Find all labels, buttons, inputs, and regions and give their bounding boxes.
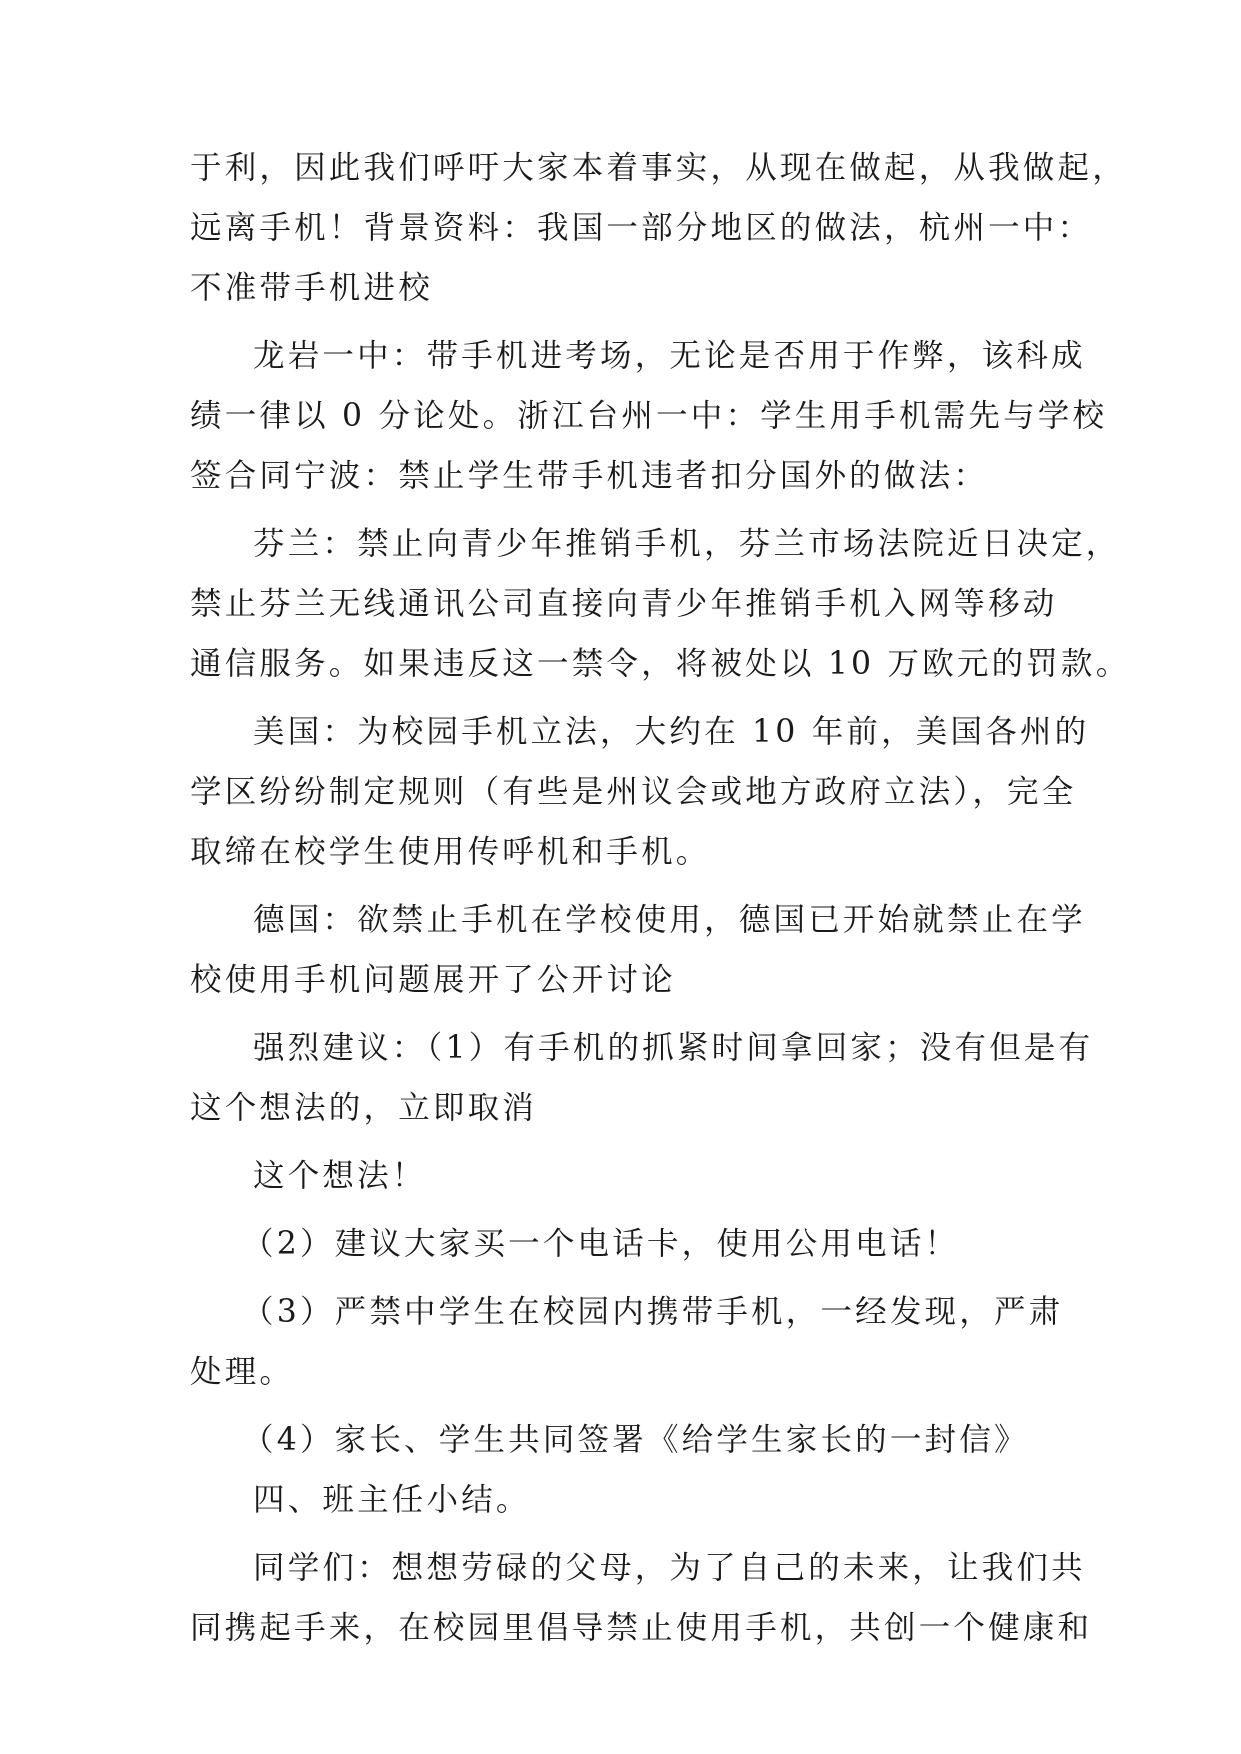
text-line: 取缔在校学生使用传呼机和手机。 <box>190 834 711 870</box>
paragraph-germany <box>190 890 1086 1010</box>
text-line: （2）建议大家买一个电话卡，使用公用电话！ <box>242 1226 960 1262</box>
paragraph-idea <box>190 1146 1070 1206</box>
paragraph-longyan <box>190 326 1108 506</box>
text-line: 远离手机！背景资料：我国一部分地区的做法，杭州一中： <box>190 210 1093 246</box>
text-line: 处理。 <box>190 1354 295 1390</box>
paragraph-finland <box>190 514 1131 694</box>
text-line: 签合同宁波：禁止学生带手机违者扣分国外的做法： <box>190 458 989 494</box>
text-line: 绩一律以 0 分论处。浙江台州一中：学生用手机需先与学校 <box>190 398 1108 434</box>
text-line: 德国：欲禁止手机在学校使用，德国已开始就禁止在学 <box>253 902 1086 938</box>
text-line: 同学们：想想劳碌的父母，为了自己的未来，让我们共 <box>253 1550 1086 1586</box>
paragraph-item-4 <box>190 1410 1070 1470</box>
text-line: 龙岩一中：带手机进考场，无论是否用于作弊，该科成 <box>253 338 1086 374</box>
document-page <box>190 138 1131 1658</box>
paragraph-usa <box>190 702 1090 882</box>
text-line: 四、班主任小结。 <box>253 1482 531 1518</box>
text-line: 芬兰：禁止向青少年推销手机，芬兰市场法院近日决定， <box>253 526 1121 562</box>
section-heading-summary <box>190 1470 1070 1530</box>
text-line: 强烈建议：（1）有手机的抓紧时间拿回家；没有但是有 <box>253 1030 1094 1066</box>
text-line: 这个想法的，立即取消 <box>190 1090 538 1126</box>
text-line: （3）严禁中学生在校园内携带手机，一经发现，严肃 <box>242 1294 1064 1330</box>
text-line: 于利，因此我们呼吁大家本着事实，从现在做起，从我做起， <box>190 150 1127 186</box>
text-line: 禁止芬兰无线通讯公司直接向青少年推销手机入网等移动 <box>190 586 1058 622</box>
text-line: （4）家长、学生共同签署《给学生家长的一封信》 <box>242 1422 1029 1458</box>
text-line: 这个想法！ <box>253 1158 427 1194</box>
text-line: 通信服务。如果违反这一禁令，将被处以 10 万欧元的罚款。 <box>190 646 1131 682</box>
paragraph-suggestions <box>190 1018 1094 1138</box>
paragraph-item-2 <box>190 1214 1070 1274</box>
text-line: 不准带手机进校 <box>190 270 433 306</box>
text-line: 同携起手来，在校园里倡导禁止使用手机，共创一个健康和 <box>190 1610 1093 1646</box>
text-line: 校使用手机问题展开了公开讨论 <box>190 962 676 998</box>
text-line: 学区纷纷制定规则（有些是州议会或地方政府立法），完全 <box>190 774 1077 810</box>
paragraph-conclusion <box>190 1538 1093 1658</box>
paragraph-intro <box>190 138 1127 318</box>
paragraph-item-3 <box>190 1282 1070 1402</box>
text-line: 美国：为校园手机立法，大约在 10 年前，美国各州的 <box>253 714 1090 750</box>
